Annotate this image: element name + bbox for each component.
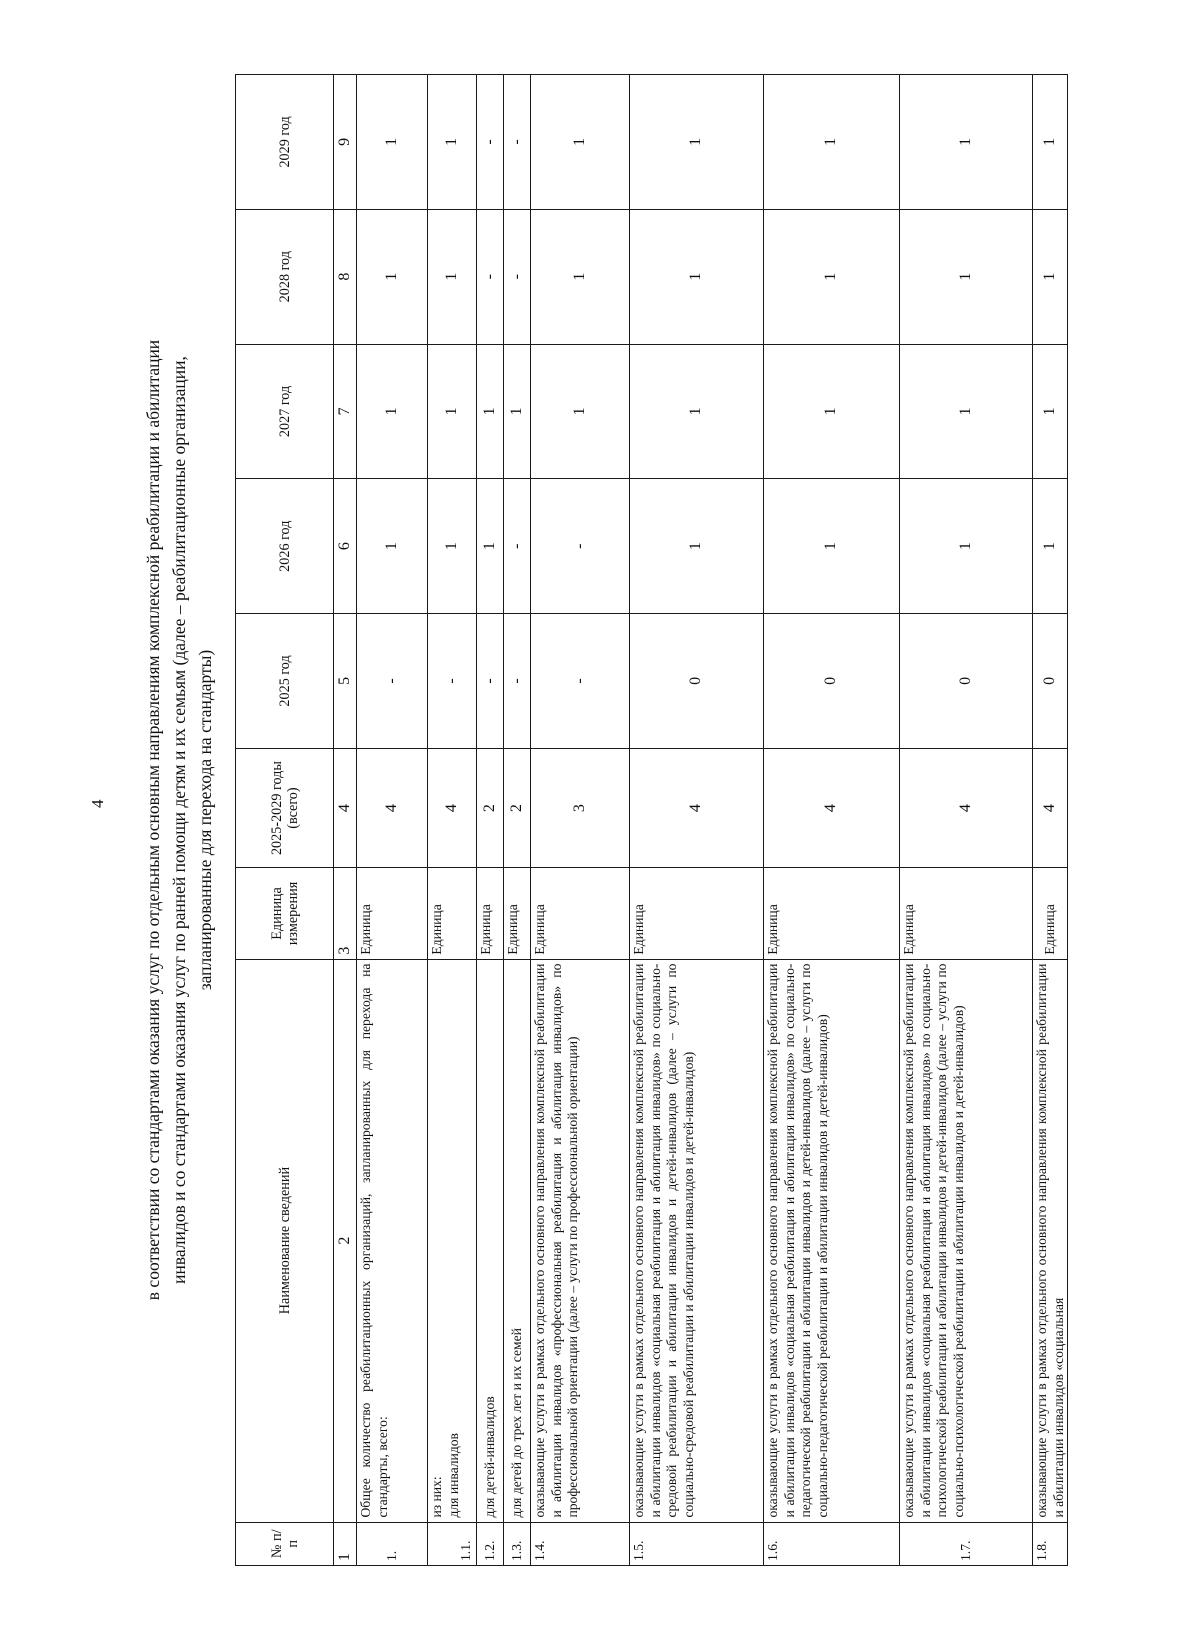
value-2025: - [428,614,477,749]
value-2029: 1 [531,75,630,210]
row-unit: Единица [900,868,1033,959]
value-2026: - [531,479,630,614]
value-2025: 0 [764,614,900,749]
rotated-page-content [138,66,1128,1574]
row-name: оказывающие услуги в рамках отдельного основного направления комплексной реабилитации и абилитации инвалидов «профессиональная реабилитация и абилитация инвалидов» по профессиональной ориентации (далее – услуги по профессиональной ориентации) [531,959,630,1522]
table-row [357,75,428,1566]
value-2029: 1 [764,75,900,210]
value-2028: 1 [630,209,764,344]
table-row [428,75,477,1566]
column-number: 8 [334,209,357,344]
row-number: 1.3. [504,1522,531,1565]
value-2029: 1 [357,75,428,210]
value-2027: 1 [357,344,428,479]
value-2025: 0 [630,614,764,749]
column-number: 3 [334,868,357,959]
header-no: № п/п [236,1522,334,1565]
value-2027: 1 [531,344,630,479]
value-2027: 1 [630,344,764,479]
row-unit: Единица [1033,868,1068,959]
table-row [764,75,900,1566]
header-2026: 2026 год [236,479,334,614]
value-total: 4 [764,748,900,868]
value-2025: - [477,614,504,749]
heading-line: в соответствии со стандартами оказания услуг по отдельным основным направлениям комплексной реабилитации и абилитации [143,339,163,1301]
table-row [900,75,1033,1566]
value-2026: - [504,479,531,614]
row-number: 1. [357,1522,428,1565]
row-name: оказывающие услуги в рамках отдельного основного направления комплексной реабилитации и абилитации инвалидов «социальная реабилитация и абилитация инвалидов» по социально-педагогической реабилитации и абилитации инвалидов и детей-инвалидов (далее – услуги по социально-педагогической реабилитации и абилитации инвалидов и детей-инвалидов) [764,959,900,1522]
row-number: 1.5. [630,1522,764,1565]
value-2026: 1 [428,479,477,614]
column-number: 7 [334,344,357,479]
table-row [531,75,630,1566]
row-unit: Единица [357,868,428,959]
column-number-row [334,75,357,1566]
rehabilitation-organizations-table [235,74,1068,1566]
value-2026: 1 [477,479,504,614]
row-name: оказывающие услуги в рамках отдельного основного направления комплексной реабилитации и абилитации инвалидов «социальная реабилитация и абилитация инвалидов» по социально-психологической реабилитации и абилитации инвалидов и детей-инвалидов (далее – услуги по социально-психологической реабилитации и абилитации инвалидов и детей-инвалидов) [900,959,1033,1522]
row-name: для детей-инвалидов [477,959,504,1522]
value-2029: - [477,75,504,210]
value-2028: 1 [531,209,630,344]
header-total: 2025-2029 годы (всего) [236,748,334,868]
header-name: Наименование сведений [236,959,334,1522]
heading-line: инвалидов и со стандартами оказания услуг по ранней помощи детям и их семьям (далее – реабилитационные организации, [169,356,189,1284]
column-number: 4 [334,748,357,868]
value-total: 4 [357,748,428,868]
row-unit: Единица [630,868,764,959]
value-2026: 1 [357,479,428,614]
value-2026: 1 [900,479,1033,614]
value-2029: - [504,75,531,210]
row-number: 1.4. [531,1522,630,1565]
row-unit: Единица [504,868,531,959]
value-total: 3 [531,748,630,868]
header-2029: 2029 год [236,75,334,210]
row-number: 1.7. [900,1522,1033,1565]
value-2026: 1 [630,479,764,614]
table-row [504,75,531,1566]
value-2028: 1 [357,209,428,344]
value-2025: 0 [900,614,1033,749]
value-2025: 0 [1033,614,1068,749]
row-unit: Единица [477,868,504,959]
header-2028: 2028 год [236,209,334,344]
heading-line: запланированные для перехода на стандарты) [195,649,215,991]
column-number: 2 [334,959,357,1522]
row-name: для детей до трех лет и их семей [504,959,531,1522]
value-total: 4 [900,748,1033,868]
value-2028: 1 [900,209,1033,344]
value-2027: 1 [428,344,477,479]
value-total: 2 [477,748,504,868]
table-row [630,75,764,1566]
column-number: 6 [334,479,357,614]
header-2025: 2025 год [236,614,334,749]
column-number: 5 [334,614,357,749]
value-2028: 1 [1033,209,1068,344]
column-number: 9 [334,75,357,210]
value-2029: 1 [428,75,477,210]
value-2025: - [531,614,630,749]
value-total: 4 [630,748,764,868]
value-2027: 1 [504,344,531,479]
row-name: Общее количество реабилитационных организаций, запланированных для перехода на стандарты, всего: [357,959,428,1522]
value-2025: - [504,614,531,749]
value-total: 2 [504,748,531,868]
header-2027: 2027 год [236,344,334,479]
value-2029: 1 [900,75,1033,210]
value-total: 4 [428,748,477,868]
row-unit: Единица [428,868,477,959]
value-2029: 1 [1033,75,1068,210]
row-unit: Единица [531,868,630,959]
page-number: 4 [88,799,107,808]
value-2025: - [357,614,428,749]
row-number: 1.6. [764,1522,900,1565]
column-number: 1 [334,1522,357,1565]
value-2026: 1 [1033,479,1068,614]
value-2026: 1 [764,479,900,614]
value-2028: - [477,209,504,344]
row-number: 1.8. [1033,1522,1068,1565]
value-2027: 1 [1033,344,1068,479]
value-2027: 1 [477,344,504,479]
row-number: 1.2. [477,1522,504,1565]
row-name: из них: для инвалидов [428,959,477,1522]
value-2027: 1 [900,344,1033,479]
value-2028: 1 [764,209,900,344]
table-row [1033,75,1068,1566]
document-heading [138,66,235,1574]
row-number: 1.1. [428,1522,477,1565]
row-name: оказывающие услуги в рамках отдельного основного направления комплексной реабилитации и абилитации инвалидов «социальная реабилитация и абилитация инвалидов» по социально-средовой реабилитации и абилитации инвалидов и детей-инвалидов (далее – услуги по социально-средовой реабилитации и абилитации инвалидов и детей-инвалидов) [630,959,764,1522]
value-2027: 1 [764,344,900,479]
header-unit: Единица измерения [236,868,334,959]
row-name: оказывающие услуги в рамках отдельного основного направления комплексной реабилитации и абилитации инвалидов «социальная [1034,963,1066,1518]
row-unit: Единица [764,868,900,959]
table-row [477,75,504,1566]
value-total: 4 [1033,748,1068,868]
value-2029: 1 [630,75,764,210]
value-2028: 1 [428,209,477,344]
table-header-row [236,75,334,1566]
value-2028: - [504,209,531,344]
